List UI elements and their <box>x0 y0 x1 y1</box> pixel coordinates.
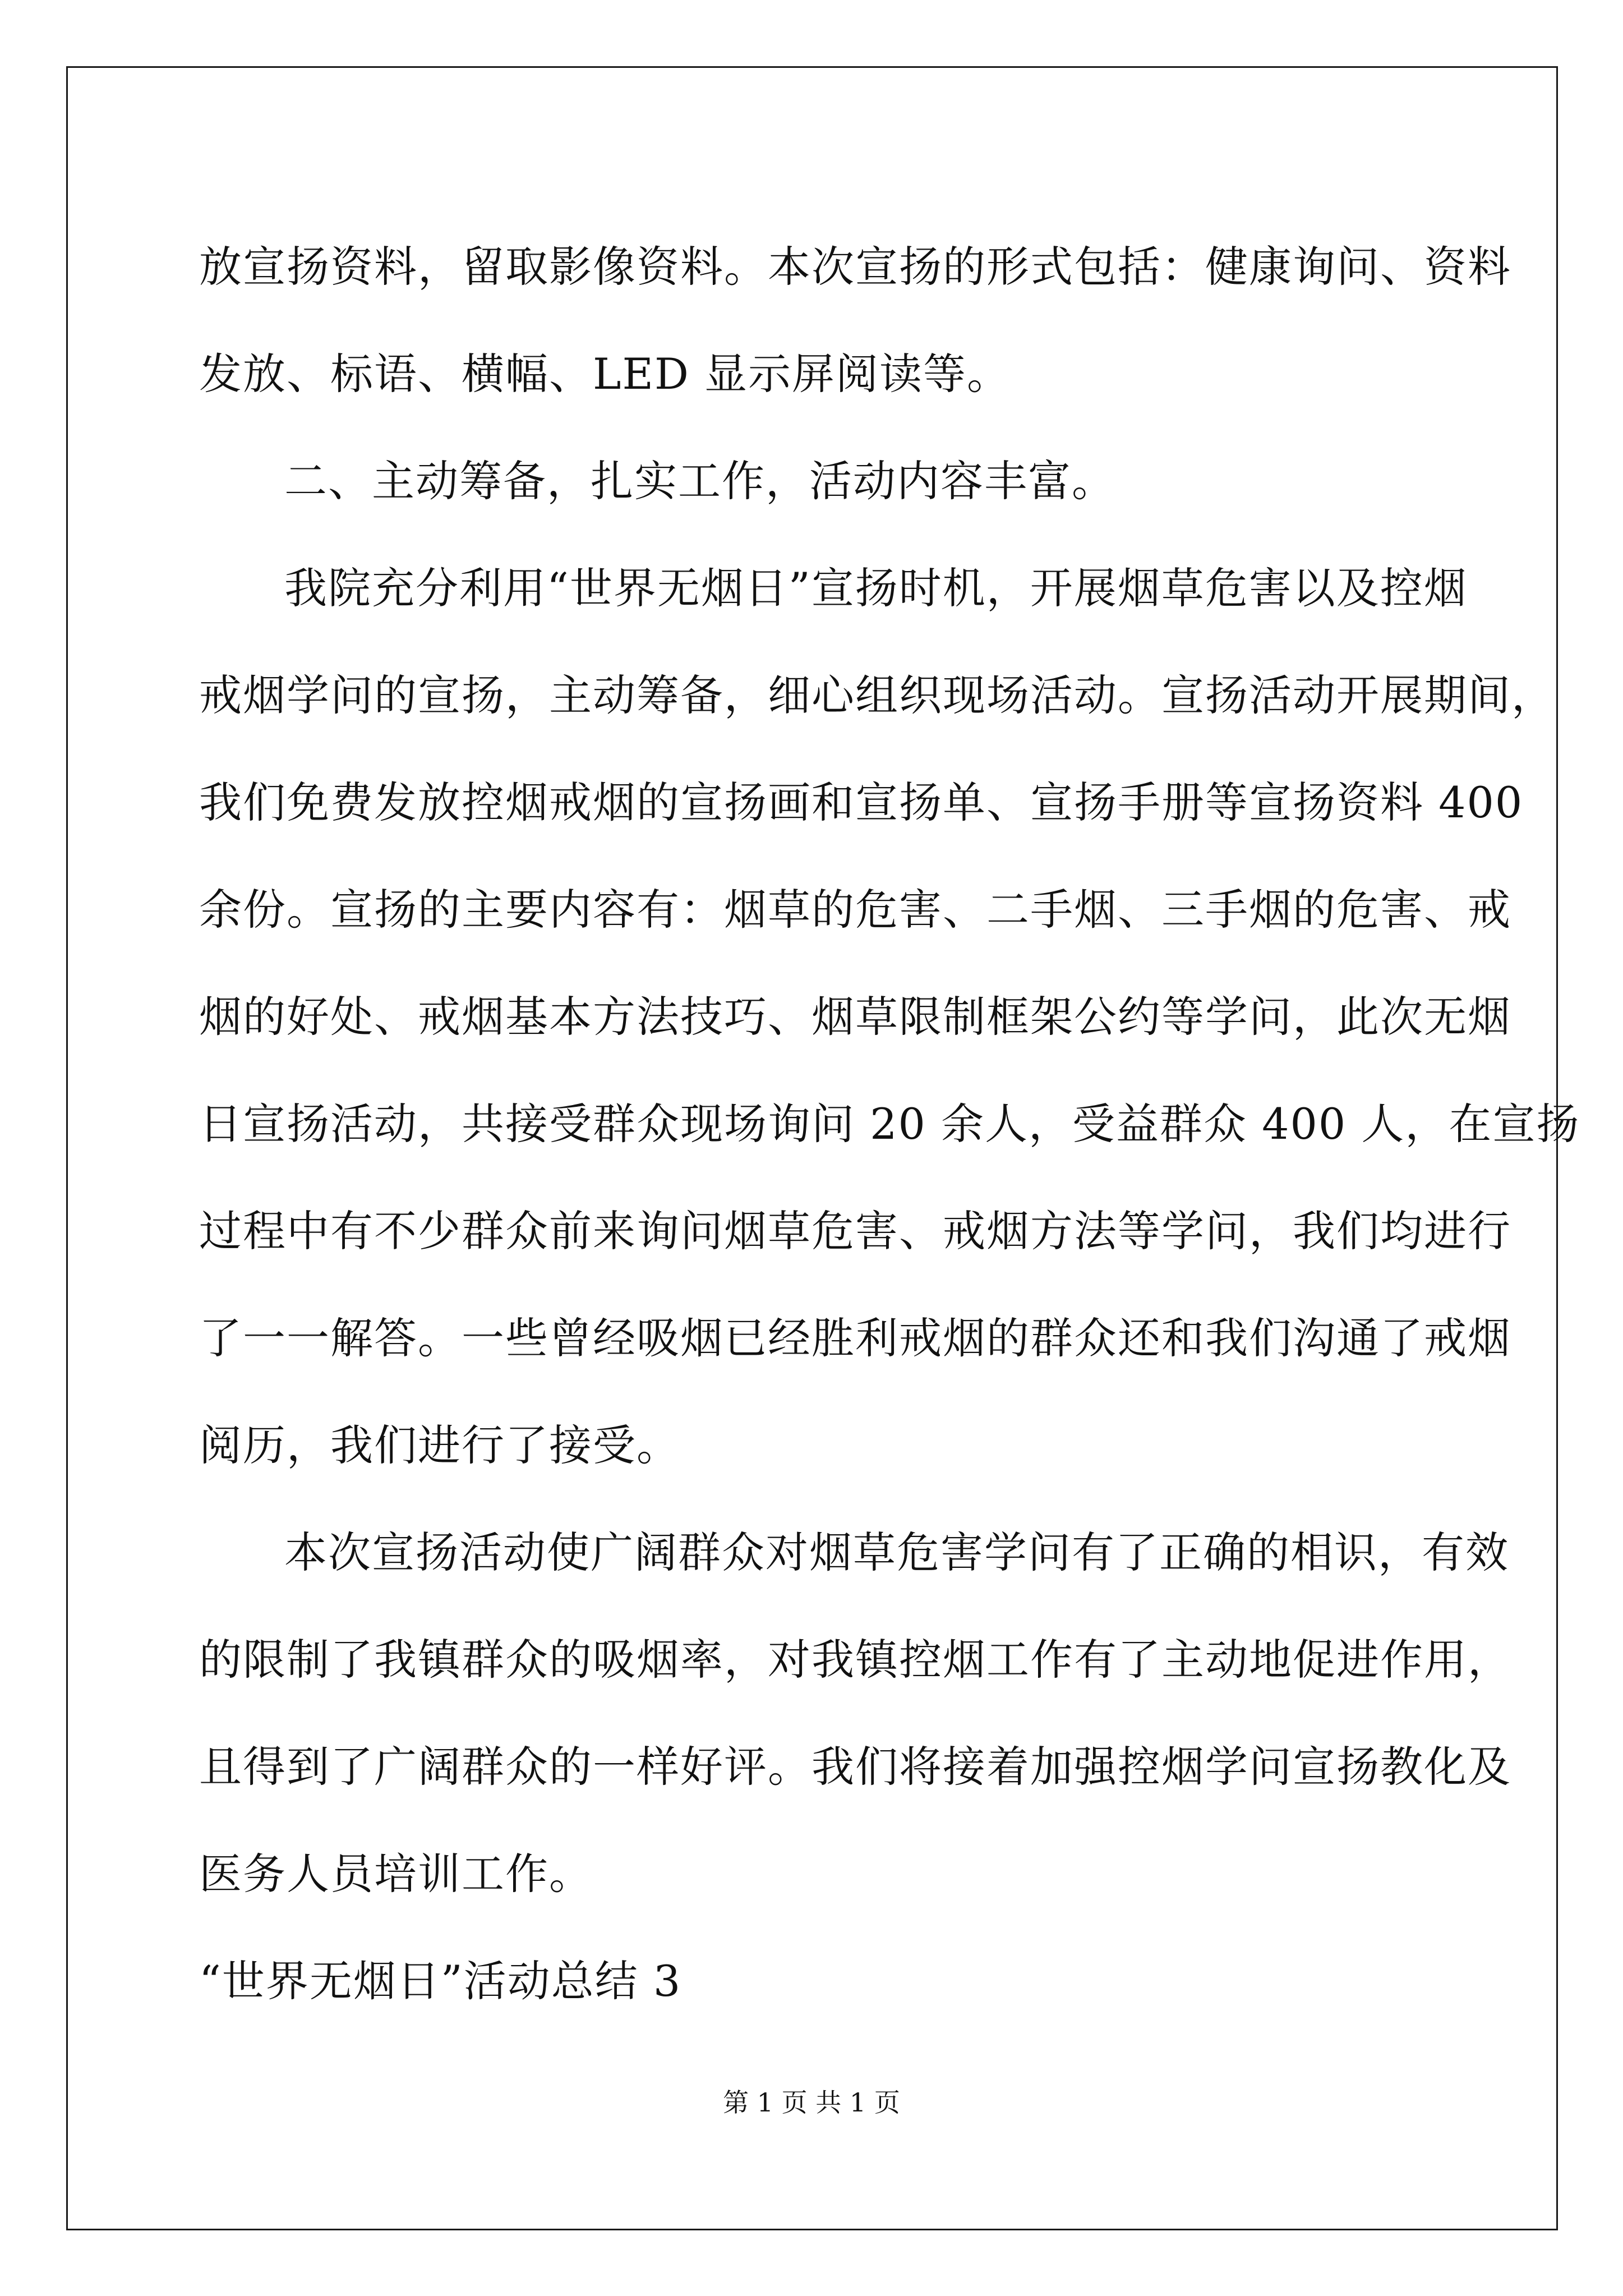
section-heading <box>199 427 1467 535</box>
text-line: 放宣扬资料，留取影像资料。本次宣扬的形式包括：健康询问、资料 <box>199 242 1511 292</box>
text-line: 本次宣扬活动使广阔群众对烟草危害学问有了正确的相识，有效 <box>284 1527 1509 1577</box>
text-line: 发放、标语、横幅、LED 显示屏阅读等。 <box>199 349 1011 399</box>
next-section-title <box>199 1927 1467 2035</box>
text-line: 戒烟学问的宣扬，主动筹备，细心组织现场活动。宣扬活动开展期间， <box>199 670 1555 720</box>
text-line: 我们免费发放控烟戒烟的宣扬画和宣扬单、宣扬手册等宣扬资料 400 <box>199 777 1524 827</box>
text-line: 阅历，我们进行了接受。 <box>199 1420 680 1470</box>
paragraph-continuation <box>199 213 1511 427</box>
text-line: 医务人员培训工作。 <box>199 1849 593 1899</box>
text-line: 了一一解答。一些曾经吸烟已经胜利戒烟的群众还和我们沟通了戒烟 <box>199 1313 1511 1363</box>
page-footer: 第 1 页 共 1 页 <box>723 2087 900 2118</box>
text-line: 烟的好处、戒烟基本方法技巧、烟草限制框架公约等学问，此次无烟 <box>199 992 1511 1042</box>
paragraph-activities <box>199 535 1580 1499</box>
text-line: 余份。宣扬的主要内容有：烟草的危害、二手烟、三手烟的危害、戒 <box>199 885 1511 935</box>
text-line: “世界无烟日”活动总结 3 <box>199 1956 682 2006</box>
text-line: 二、主动筹备，扎实工作，活动内容丰富。 <box>284 456 1115 506</box>
text-line: 的限制了我镇群众的吸烟率，对我镇控烟工作有了主动地促进作用， <box>199 1635 1511 1685</box>
text-line: 我院充分利用“世界无烟日”宣扬时机，开展烟草危害以及控烟 <box>284 563 1468 613</box>
text-line: 过程中有不少群众前来询问烟草危害、戒烟方法等学问，我们均进行 <box>199 1206 1511 1256</box>
document-body <box>199 213 1580 2035</box>
paragraph-conclusion <box>199 1499 1511 1927</box>
text-line: 且得到了广阔群众的一样好评。我们将接着加强控烟学问宣扬教化及 <box>199 1742 1511 1792</box>
text-line: 日宣扬活动，共接受群众现场询问 20 余人，受益群众 400 人，在宣扬 <box>199 1099 1580 1149</box>
